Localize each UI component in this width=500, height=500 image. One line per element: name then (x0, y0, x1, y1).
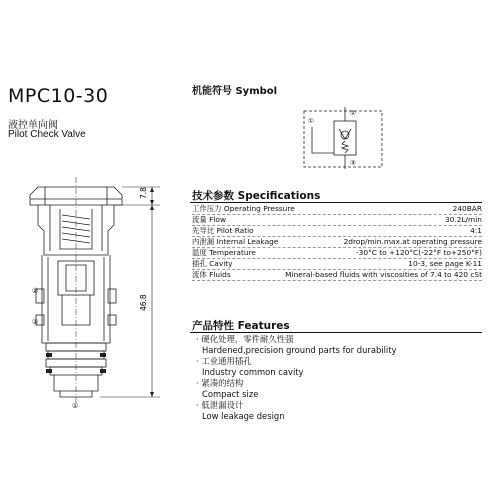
symbol-port-1-label: ① (308, 117, 314, 125)
symbol-port-2-label: ② (350, 109, 356, 117)
spec-value: Mineral-based fluids with viscosities of 7.4 to 420 cSt (285, 270, 482, 279)
feature-item-cn: · 硬化处理，零件耐久性强 (196, 334, 294, 344)
drawing-port-1-label: ① (72, 402, 79, 410)
spec-row (192, 269, 482, 281)
spec-value: 240BAR (452, 204, 482, 213)
spec-key: 流量 Flow (192, 215, 227, 224)
spec-key: 温度 Temperature (192, 248, 256, 257)
drawing-port-3-label: ③ (32, 318, 39, 326)
features-title: 产品特性 Features (192, 320, 290, 332)
spec-key: 先导比 Pilot Ratio (192, 226, 254, 235)
feature-item-cn: · 低泄漏设计 (196, 400, 244, 410)
symbol-section-title: 机能符号 Symbol (192, 86, 278, 97)
hydraulic-symbol-diagram (298, 103, 388, 173)
feature-item-en: Hardened,precision ground parts for durability (202, 345, 397, 355)
spec-value: 30.2L/min (444, 215, 482, 224)
valve-cross-section-drawing (0, 165, 185, 425)
spec-key: 内泄漏 Internal Leakage (192, 237, 279, 246)
spec-key: 插孔 Cavity (192, 259, 233, 268)
symbol-port-3-label: ③ (350, 159, 356, 167)
product-name-en: Pilot Check Valve (8, 129, 86, 140)
product-name-cn: 液控单向阀 (8, 120, 58, 131)
spec-value: 10-3, see page K-11 (408, 259, 482, 268)
spec-key: 工作压力 Operating Pressure (192, 204, 295, 213)
feature-item-cn: · 紧凑的结构 (196, 378, 244, 388)
model-number: MPC10-30 (8, 85, 109, 107)
feature-item-cn: · 工业通用插孔 (196, 356, 252, 366)
spec-value: 4:1 (470, 226, 482, 235)
feature-item-en: Industry common cavity (202, 367, 304, 377)
feature-item-en: Compact size (202, 389, 259, 399)
feature-item-en: Low leakage design (202, 411, 285, 421)
dim-top-label: 7.8 (139, 187, 148, 199)
spec-key: 流体 Fluids (192, 270, 231, 279)
spec-value: -30°C to +120°C(-22°F to+250°F) (356, 248, 482, 257)
dim-main-label: 46.8 (139, 294, 148, 311)
spec-value: 2drop/min.max.at operating pressure (343, 237, 482, 246)
drawing-port-2-label: ② (32, 287, 39, 295)
features-rule (190, 332, 482, 333)
specifications-title: 技术参数 Specifications (192, 190, 321, 202)
